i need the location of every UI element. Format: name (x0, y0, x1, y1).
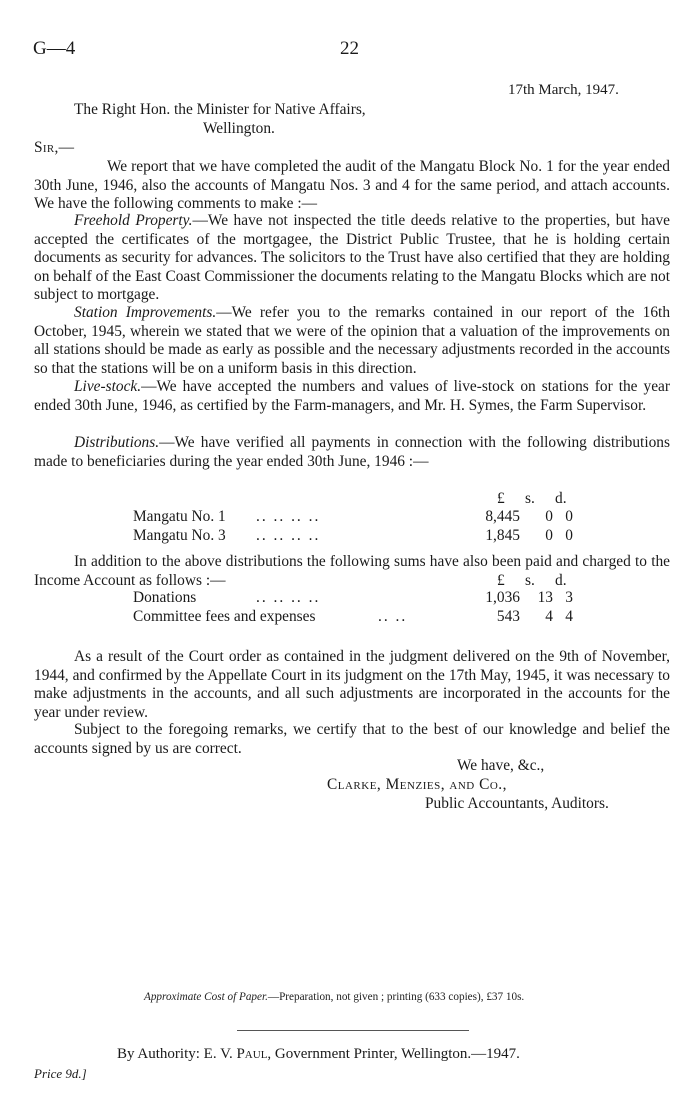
amount-pence: 3 (565, 589, 573, 606)
paragraph-income-account: In addition to the above distributions the following sums have also been paid and charged to the Income Account as follows :— (34, 553, 670, 589)
amount-pounds: 1,036 (485, 589, 520, 606)
addressee-line-2: Wellington. (203, 120, 275, 137)
amount-shillings: 13 (537, 589, 553, 606)
heading-live-stock: Live-stock. (74, 378, 142, 395)
distribution-label: Mangatu No. 3 (133, 527, 226, 544)
income-charge-row (133, 589, 613, 608)
amount-shillings: 0 (545, 527, 553, 544)
distribution-row (133, 527, 613, 546)
printer-imprint: By Authority: E. V. Paul, Government Printer, Wellington.—1947. (117, 1046, 520, 1062)
pence-header: d. (555, 572, 567, 589)
signatory-title: Public Accountants, Auditors. (425, 795, 609, 812)
signatory-firm: Clarke, Menzies, and Co., (327, 776, 507, 793)
footer-divider (237, 1030, 469, 1031)
leader-dots: .. .. (378, 608, 408, 625)
paragraph-audit-intro: We report that we have completed the audit of the Mangatu Block No. 1 for the year ended 30th June, 1946, also the accounts of Mangatu Nos. 3 and 4 for the same period, and attach accounts. We have the following comments to make :— (34, 158, 670, 213)
amount-pounds: 1,845 (485, 527, 520, 544)
shillings-header: s. (525, 572, 535, 589)
heading-distributions: Distributions. (74, 434, 160, 451)
leader-dots: .. .. .. .. (256, 508, 321, 525)
paragraph-station-improvements: Station Improvements.—We refer you to the remarks contained in our report of the 16th October, 1945, wherein we stated that we were of the opinion that a valuation of the improvements on all stations should be made as early as possible and the necessary adjustments recorded in the accounts so that the stations will be on a uniform basis in this direction. (34, 304, 671, 377)
charge-label: Donations (133, 589, 197, 606)
leader-dots: .. .. .. .. (256, 589, 321, 606)
cost-label: Approximate Cost of Paper. (144, 991, 268, 1003)
amount-pence: 0 (565, 508, 573, 525)
paragraph-distributions: Distributions.—We have verified all payments in connection with the following distributions made to beneficiaries during the year ended 30th June, 1946 :— (34, 434, 670, 470)
sign-off: We have, &c., (457, 757, 545, 774)
page-number: 22 (340, 38, 359, 59)
amount-shillings: 0 (545, 508, 553, 525)
amount-pence: 0 (565, 527, 573, 544)
paragraph-certification: Subject to the foregoing remarks, we certify that to the best of our knowledge and belief the accounts signed by us are correct. (34, 721, 670, 757)
paragraph-freehold-property: Freehold Property.—We have not inspected the title deeds relative to the properties, but have accepted the certificates of the mortgagee, the District Public Trustee, that he is holding certain documents as security for advances. The solicitors to the Trust have also certified that they are holding on behalf of the East Coast Commissioner the documents relating to the Mangatu Blocks which are not subject to mortgage. (34, 212, 670, 304)
paragraph-live-stock: Live-stock.—We have accepted the numbers and values of live-stock on stations for the year ended 30th June, 1946, as certified by the Farm-managers, and Mr. H. Symes, the Farm Supervisor. (34, 378, 670, 414)
addressee-line-1: The Right Hon. the Minister for Native Affairs, (74, 101, 366, 118)
charge-label: Committee fees and expenses (133, 608, 316, 625)
leader-dots: .. .. .. .. (256, 527, 321, 544)
cost-text: —Preparation, not given ; printing (633 copies), £37 10s. (267, 991, 525, 1003)
printer-name: Paul, (236, 1046, 272, 1062)
pence-header: d. (555, 490, 567, 507)
salutation: Sir,— (34, 139, 75, 156)
amount-shillings: 4 (545, 608, 553, 625)
cost-footnote (144, 991, 524, 1003)
amount-pence: 4 (565, 608, 573, 625)
distribution-label: Mangatu No. 1 (133, 508, 226, 525)
heading-freehold-property: Freehold Property. (74, 212, 193, 229)
paragraph-court-order: As a result of the Court order as contained in the judgment delivered on the 9th of November, 1944, and confirmed by the Appellate Court in its judgment on the 17th May, 1945, it was necessary to make adjustments in the accounts, and all such adjustments are incorporated in the accounts for the year under review. (34, 648, 670, 721)
price-note: Price 9d.] (34, 1066, 87, 1081)
amount-pounds: 543 (496, 608, 520, 625)
pounds-header: £ (497, 572, 505, 589)
distribution-row (133, 508, 613, 527)
letter-date: 17th March, 1947. (508, 82, 619, 98)
shillings-header: s. (525, 490, 535, 507)
pounds-header: £ (497, 490, 505, 507)
amount-pounds: 8,445 (485, 508, 520, 525)
income-charge-row (133, 608, 613, 627)
series-code: G—4 (33, 38, 76, 59)
heading-station-improvements: Station Improvements. (74, 304, 217, 321)
